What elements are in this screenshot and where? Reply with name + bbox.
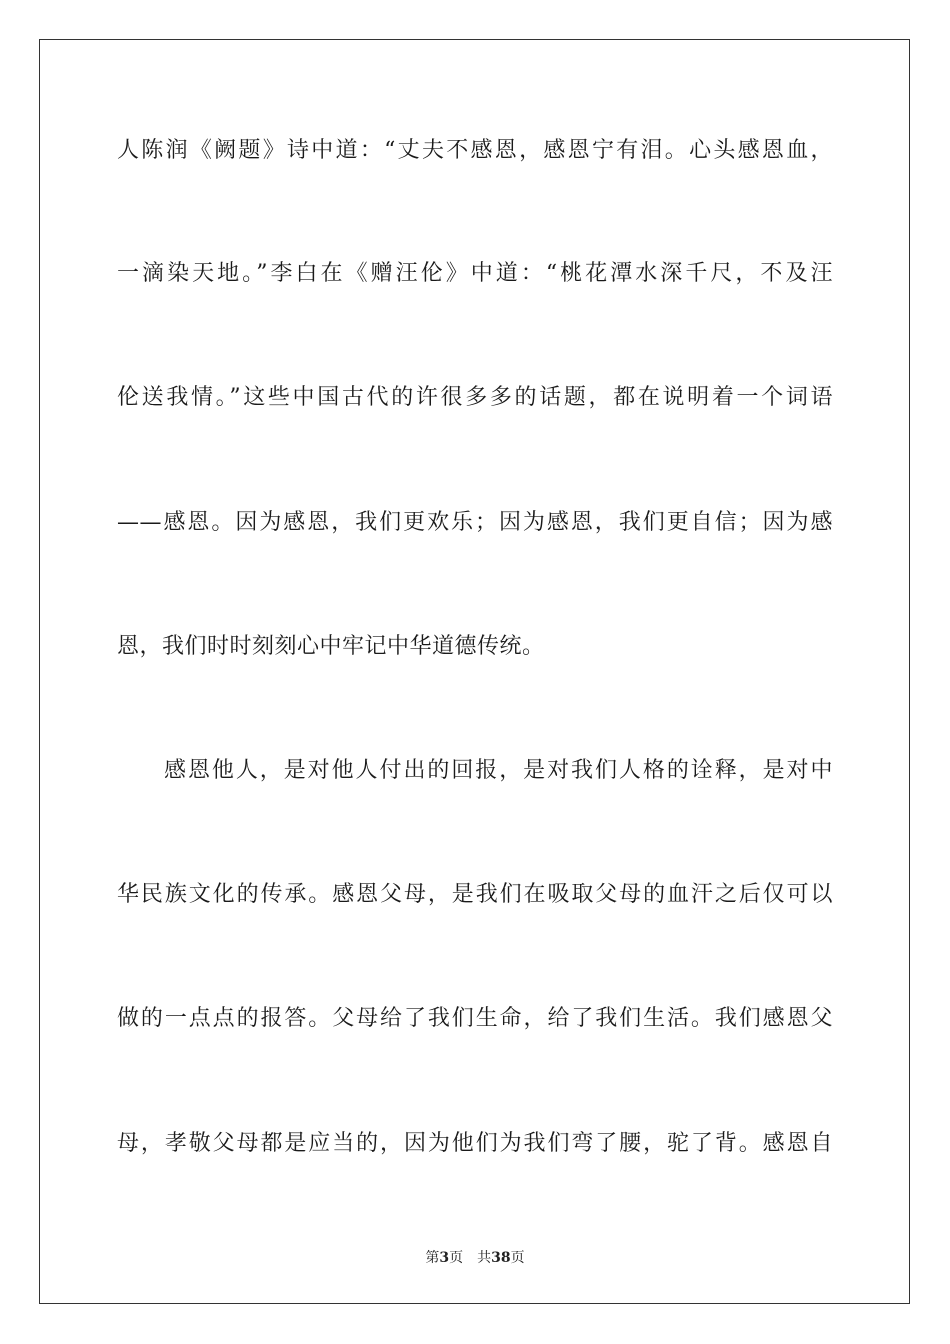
- page-prefix: 第: [425, 1250, 440, 1266]
- text-line: 感恩他人，是对他人付出的回报，是对我们人格的诠释，是对中: [164, 758, 833, 783]
- page-border: [39, 39, 910, 1304]
- text-line: 人陈润《阙题》诗中道：“丈夫不感恩，感恩宁有泪。心头感恩血，: [117, 138, 833, 163]
- total-suffix: 页: [510, 1250, 525, 1266]
- total-pages: 38: [491, 1250, 511, 1266]
- text-line: 恩，我们时时刻刻心中牢记中华道德传统。: [117, 634, 545, 659]
- text-line: 华民族文化的传承。感恩父母，是我们在吸取父母的血汗之后仅可以: [117, 882, 833, 907]
- text-line: 做的一点点的报答。父母给了我们生命，给了我们生活。我们感恩父: [117, 1006, 833, 1031]
- page-footer: [0, 1247, 950, 1267]
- text-line: 一滴染天地。”李白在《赠汪伦》中道：“桃花潭水深千尺，不及汪: [117, 261, 833, 286]
- total-prefix: 共: [477, 1250, 492, 1266]
- page-suffix: 页: [449, 1250, 464, 1266]
- text-line: 伦送我情。”这些中国古代的许很多多的话题，都在说明着一个词语: [117, 385, 833, 410]
- text-line: ——感恩。因为感恩，我们更欢乐；因为感恩，我们更自信；因为感: [117, 510, 833, 535]
- text-line: 母，孝敬父母都是应当的，因为他们为我们弯了腰，驼了背。感恩自: [117, 1131, 833, 1156]
- page-number: 3: [439, 1250, 450, 1266]
